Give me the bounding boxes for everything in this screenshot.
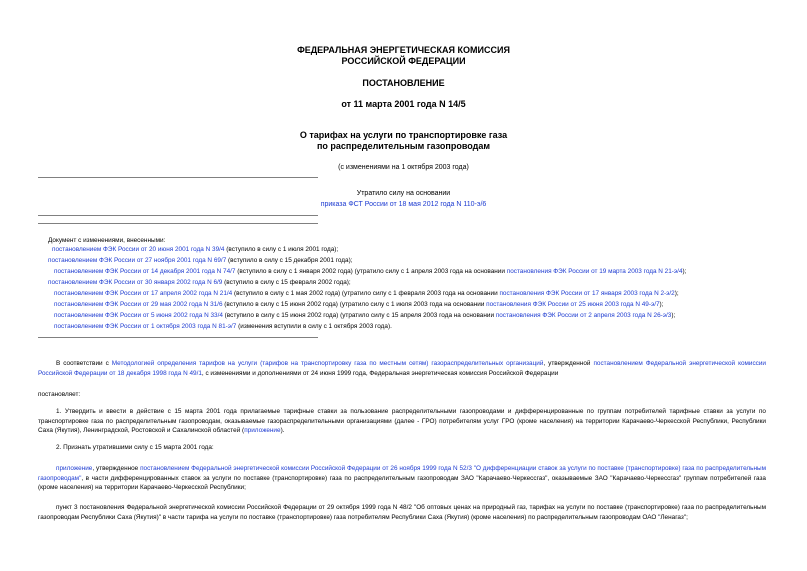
document-title-line-1: О тарифах на услуги по транспортировке газа	[299, 130, 508, 140]
void-notice-link[interactable]: приказа ФСТ России от 18 мая 2012 года N 110-э/6	[320, 201, 487, 208]
amendment-repeal-link[interactable]: постановления ФЭК России от 25 июня 2003 года N 49-э/7	[486, 301, 660, 308]
issuer-line-2: РОССИЙСКОЙ ФЕДЕРАЦИИ	[341, 56, 466, 66]
amendment-link[interactable]: постановлением ФЭК России от 30 января 2002 года N 6/9	[48, 279, 223, 286]
amendment-link[interactable]: постановлением ФЭК России от 27 ноября 2001 года N 69/7	[48, 257, 227, 264]
amendment-item: постановлением ФЭК России от 14 декабря 2001 года N 74/7 (вступило в силу с 1 января 2002 года) (утратило силу с 1 апреля 2003 года на основании постановления ФЭК России от 19 марта 2003 года N 21-э/4);	[54, 268, 687, 275]
amendment-link[interactable]: постановлением ФЭК России от 5 июня 2002 года N 33/4	[54, 312, 223, 319]
divider	[38, 223, 318, 224]
document-date-number: от 11 марта 2001 года N 14/5	[341, 99, 466, 109]
amendment-link[interactable]: постановлением ФЭК России от 29 мая 2002 года N 31/6	[54, 301, 223, 308]
appendix-link[interactable]: приложение	[244, 427, 281, 434]
clause-2-item-1: приложение, утвержденное постановлением Федеральной энергетической комиссии Российской Федерации от 26 ноября 1999 года N 52/3 "О дифференциации ставок за услуги по поставке (транспортировке) газа по распределительным газопроводам", в части дифференцированных ставок за услуги по поставке (транспортировке) газа по распределительным газопроводам ЗАО "Карачаево-Черкессгаз", оказываемые ЗАО "Карачаево-Черкессгаз" группам потребителей газа (кроме населения) на территории Карачаево-Черкесской Республики;	[38, 465, 766, 491]
clause-1: 1. Утвердить и ввести в действие с 15 марта 2001 года прилагаемые тарифные ставки за пользование распределительными газопроводами и дифференцированные по группам потребителей тарифные ставки за услуги по транспортировке газа по распределительным газопроводам, оказываемые газораспределительными организациями (далее - ГРО) потребителям услуг ГРО (кроме населения) на территории Карачаево-Черкесской Республики, Республики Саха (Якутия), Ленинградской, Ростовской и Сахалинской областей (приложение).	[38, 408, 766, 434]
decree-word: постановляет:	[38, 391, 81, 398]
changes-note: (с изменениями на 1 октября 2003 года)	[338, 164, 469, 171]
amendment-link[interactable]: постановлением ФЭК России от 14 декабря 2001 года N 74/7	[54, 268, 236, 275]
amendment-item: постановлением ФЭК России от 30 января 2002 года N 6/9 (вступило в силу с 15 февраля 2002 года);	[48, 279, 351, 286]
document-title-line-2: по распределительным газопроводам	[316, 141, 490, 151]
amendment-link[interactable]: постановлением ФЭК России от 20 июня 2001 года N 39/4	[52, 246, 225, 253]
amendment-link[interactable]: постановлением ФЭК России от 17 апреля 2002 года N 21/4	[54, 290, 233, 297]
amendment-item: постановлением ФЭК России от 1 октября 2003 года N 81-э/7 (изменения вступили в силу с 1 октября 2003 года).	[54, 323, 392, 330]
fek-resolution-link[interactable]: постановлением Федеральной энергетической комиссии Российской Федерации от 26 ноября 1999 года N 52/3 "О дифференциации ставок за услуги по поставке (транспортировке) газа по распределительным газопроводам"	[38, 465, 766, 482]
preamble-paragraph: В соответствии с Методологией определения тарифов на услуги (тарифов на транспортировку газа по местным сетям) газораспределительных организаций, утвержденной постановлением Федеральной энергетической комиссии Российской Федерации от 18 декабря 1998 года N 49/1, с изменениями и дополнениями от 24 июня 1999 года, Федеральная энергетическая комиссия Российской Федерации	[38, 360, 766, 377]
amendments-intro: Документ с изменениями, внесенными:	[48, 237, 166, 244]
amendment-item: постановлением ФЭК России от 29 мая 2002 года N 31/6 (вступило в силу с 15 июня 2002 года) (утратило силу с 1 июля 2003 года на основании постановления ФЭК России от 25 июня 2003 года N 49-э/7);	[54, 301, 664, 308]
amendment-repeal-link[interactable]: постановления ФЭК России от 2 апреля 2003 года N 26-э/3	[495, 312, 672, 319]
amendment-item: постановлением ФЭК России от 27 ноября 2001 года N 69/7 (вступило в силу с 15 декабря 2001 года);	[48, 257, 353, 264]
divider	[38, 337, 318, 338]
void-notice-text: Утратило силу на основании	[356, 190, 451, 197]
fek-resolution-link[interactable]: постановлением Федеральной энергетической комиссии Российской Федерации от 18 декабря 1998 года N 49/1	[38, 360, 766, 377]
amendment-repeal-link[interactable]: постановления ФЭК России от 19 марта 2003 года N 21-э/4	[506, 268, 683, 275]
methodology-link[interactable]: Методологией определения тарифов на услуги (тарифов на транспортировку газа по местным сетям) газораспределительных организаций	[111, 360, 544, 367]
divider	[38, 215, 318, 216]
amendment-repeal-link[interactable]: постановления ФЭК России от 17 января 2003 года N 2-э/2	[499, 290, 675, 297]
document-type: ПОСТАНОВЛЕНИЕ	[362, 78, 445, 88]
amendment-item: постановлением ФЭК России от 17 апреля 2002 года N 21/4 (вступило в силу с 1 мая 2002 года) (утратило силу с 1 февраля 2003 года на основании постановления ФЭК России от 17 января 2003 года N 2-э/2);	[54, 290, 679, 297]
amendment-item: постановлением ФЭК России от 20 июня 2001 года N 39/4 (вступило в силу с 1 июля 2001 года);	[52, 246, 339, 253]
clause-2-item-2: пункт 3 постановления Федеральной энергетической комиссии Российской Федерации от 29 октября 1999 года N 48/2 "Об оптовых ценах на природный газ, тарифах на услуги по поставке (транспортировке) газа по распределительным газопроводам Республики Саха (Якутия)" в части тарифа на услуги по поставке (транспортировке) газа потребителям Республики Саха (Якутия) (кроме населения) по распределительным газопроводам ОАО "Ленагаз";	[38, 504, 766, 521]
clause-2: 2. Признать утратившими силу с 15 марта 2001 года:	[56, 444, 214, 451]
issuer-line-1: ФЕДЕРАЛЬНАЯ ЭНЕРГЕТИЧЕСКАЯ КОМИССИЯ	[297, 45, 510, 55]
amendment-item: постановлением ФЭК России от 5 июня 2002 года N 33/4 (вступило в силу с 15 июня 2002 года) (утратило силу с 15 апреля 2003 года на основании постановления ФЭК России от 2 апреля 2003 года N 26-э/3);	[54, 312, 676, 319]
divider	[38, 177, 318, 178]
appendix-link[interactable]: приложение	[56, 465, 93, 472]
amendment-link[interactable]: постановлением ФЭК России от 1 октября 2003 года N 81-э/7	[54, 323, 237, 330]
